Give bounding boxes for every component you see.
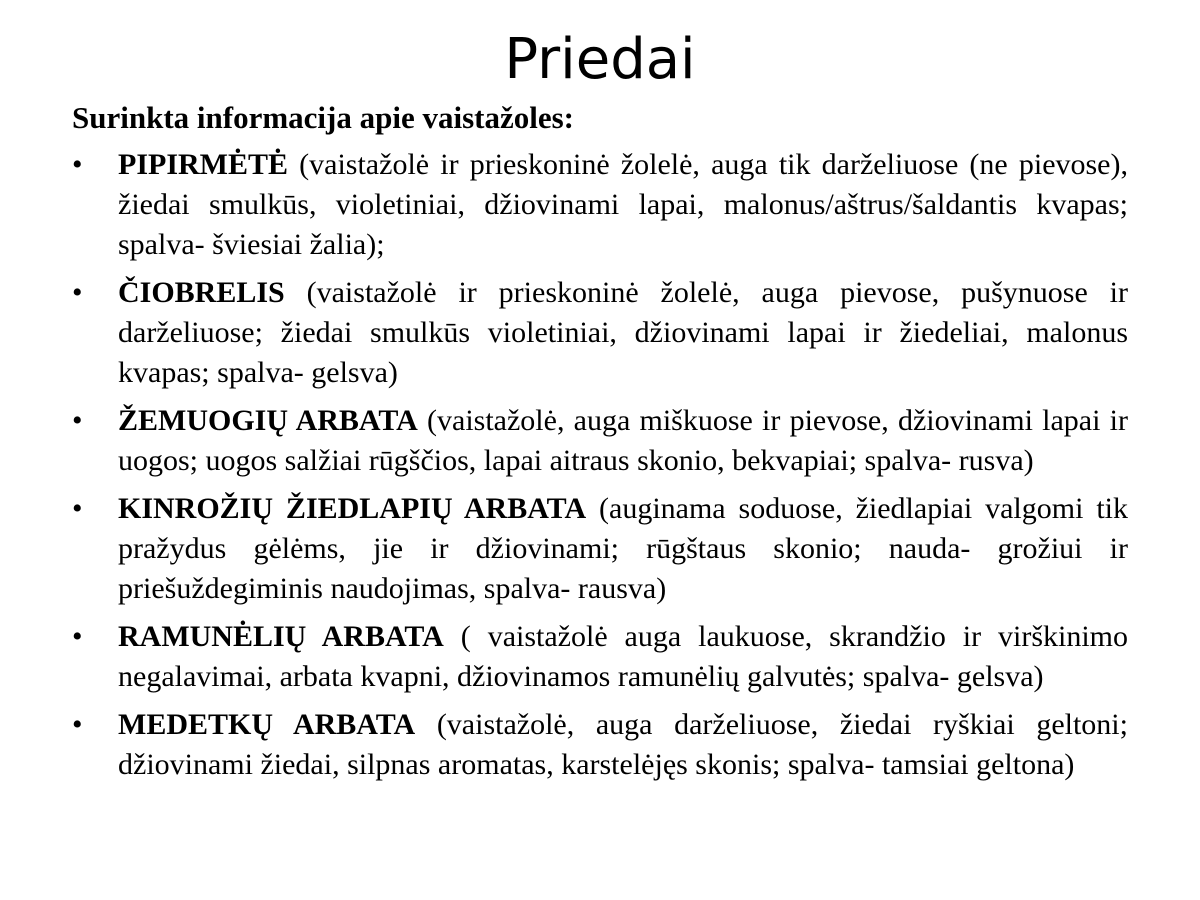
- bullet-icon: •: [72, 708, 83, 741]
- subtitle: Surinkta informacija apie vaistažoles:: [72, 100, 574, 135]
- herb-description: (auginama soduose, žiedlapiai valgomi tik pražydus gėlėms, jie ir džiovinami; rūgštaus skonio; nauda- grožiui ir priešuždegiminis naudojimas, spalva- rausva): [118, 492, 1128, 605]
- herb-description: (vaistažolė, auga darželiuose, žiedai ryškiai geltoni; džiovinami žiedai, silpnas aromatas, karstelėjęs skonis; spalva- tamsiai geltona): [118, 708, 1128, 781]
- herb-name: ŽEMUOGIŲ ARBATA: [118, 404, 418, 437]
- bullet-icon: •: [72, 276, 83, 309]
- herb-name: KINROŽIŲ ŽIEDLAPIŲ ARBATA: [118, 492, 587, 525]
- list-item-kinroziu-arbata: [0, 489, 1200, 609]
- herb-name: PIPIRMĖTĖ: [118, 148, 289, 181]
- herb-description: (vaistažolė ir prieskoninė žolelė, auga pievose, pušynuose ir darželiuose; žiedai smulkūs violetiniai, džiovinami lapai ir žiedeliai, malonus kvapas; spalva- gelsva): [118, 276, 1128, 389]
- list-item-ciobrelis: [0, 273, 1200, 393]
- bullet-icon: •: [72, 148, 83, 181]
- bullet-icon: •: [72, 620, 83, 653]
- page-title: Priedai: [504, 27, 696, 92]
- herb-description: (vaistažolė, auga miškuose ir pievose, džiovinami lapai ir uogos; uogos salžiai rūgščios, lapai aitraus skonio, bekvapiai; spalva- rusva): [118, 404, 1128, 477]
- list-item-ramuneliu-arbata: [0, 617, 1200, 697]
- list-item-zemuogiu-arbata: [0, 401, 1200, 481]
- list-item-medetku-arbata: [0, 705, 1200, 785]
- bullet-icon: •: [72, 492, 83, 525]
- list-item-pipirmete: [0, 145, 1200, 265]
- herb-name: MEDETKŲ ARBATA: [118, 708, 416, 741]
- herb-description: (vaistažolė ir prieskoninė žolelė, auga tik darželiuose (ne pievose), žiedai smulkūs, violetiniai, džiovinami lapai, malonus/aštrus/šaldantis kvapas; spalva- šviesiai žalia);: [118, 148, 1128, 261]
- herb-name: RAMUNĖLIŲ ARBATA: [118, 620, 444, 653]
- herb-name: ČIOBRELIS: [118, 276, 285, 309]
- herb-description: ( vaistažolė auga laukuose, skrandžio ir virškinimo negalavimai, arbata kvapni, džiovinamos ramunėlių galvutės; spalva- gelsva): [118, 620, 1129, 693]
- bullet-icon: •: [72, 404, 83, 437]
- herb-list: [0, 145, 1200, 793]
